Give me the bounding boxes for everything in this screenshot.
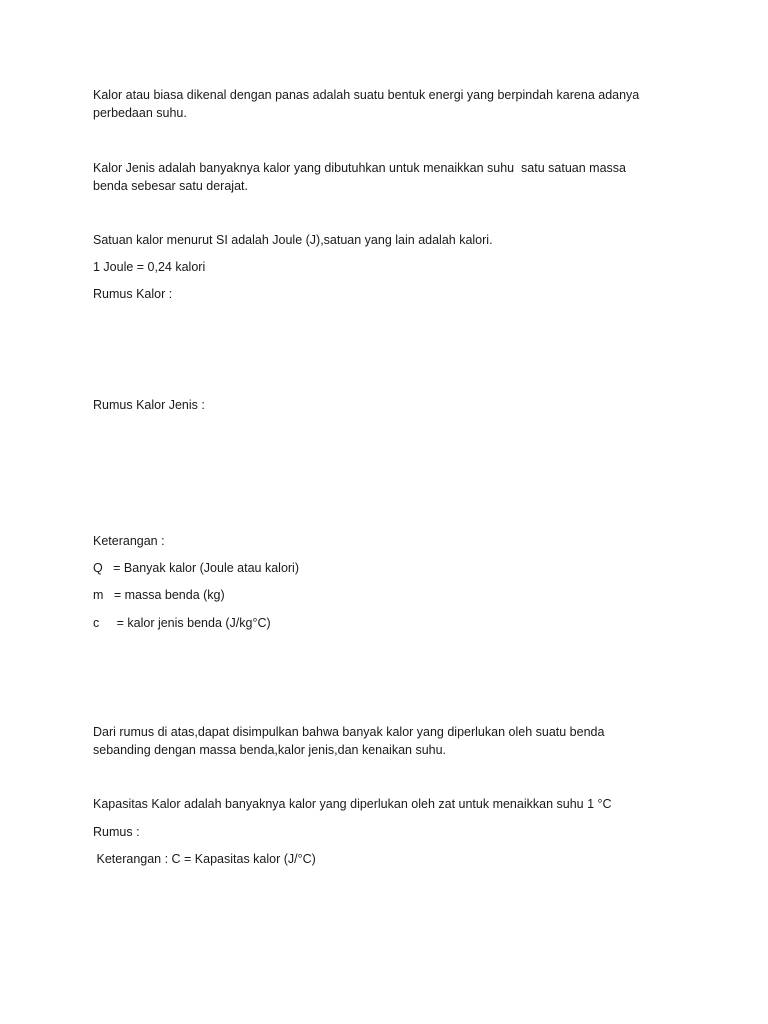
keterangan-heading: Keterangan : — [93, 534, 165, 548]
kapasitas-keterangan-line: Keterangan : C = Kapasitas kalor (J/°C) — [93, 852, 316, 866]
legend-c-line: c = kalor jenis benda (J/kg°C) — [93, 616, 271, 630]
joule-conversion-line: 1 Joule = 0,24 kalori — [93, 260, 206, 274]
rumus-heading: Rumus : — [93, 825, 140, 839]
kapasitas-kalor-definition: Kapasitas Kalor adalah banyaknya kalor yang diperlukan oleh zat untuk menaikkan suhu 1 °C — [93, 797, 612, 811]
conclusion-paragraph: Dari rumus di atas,dapat disimpulkan bahwa banyak kalor yang diperlukan oleh suatu benda sebanding dengan massa benda,kalor jenis,dan kenaikan suhu. — [93, 725, 605, 757]
satuan-kalor-paragraph: Satuan kalor menurut SI adalah Joule (J),satuan yang lain adalah kalori. — [93, 233, 493, 247]
rumus-kalor-heading: Rumus Kalor : — [93, 287, 173, 301]
kalor-definition-paragraph: Kalor atau biasa dikenal dengan panas adalah suatu bentuk energi yang berpindah karena adanya perbedaan suhu. — [93, 88, 640, 120]
legend-q-line: Q = Banyak kalor (Joule atau kalori) — [93, 561, 299, 575]
legend-m-line: m = massa benda (kg) — [93, 588, 225, 602]
rumus-kalor-jenis-heading: Rumus Kalor Jenis : — [93, 398, 205, 412]
kalor-jenis-definition-paragraph: Kalor Jenis adalah banyaknya kalor yang dibutuhkan untuk menaikkan suhu satu satuan massa benda sebesar satu derajat. — [93, 161, 626, 193]
